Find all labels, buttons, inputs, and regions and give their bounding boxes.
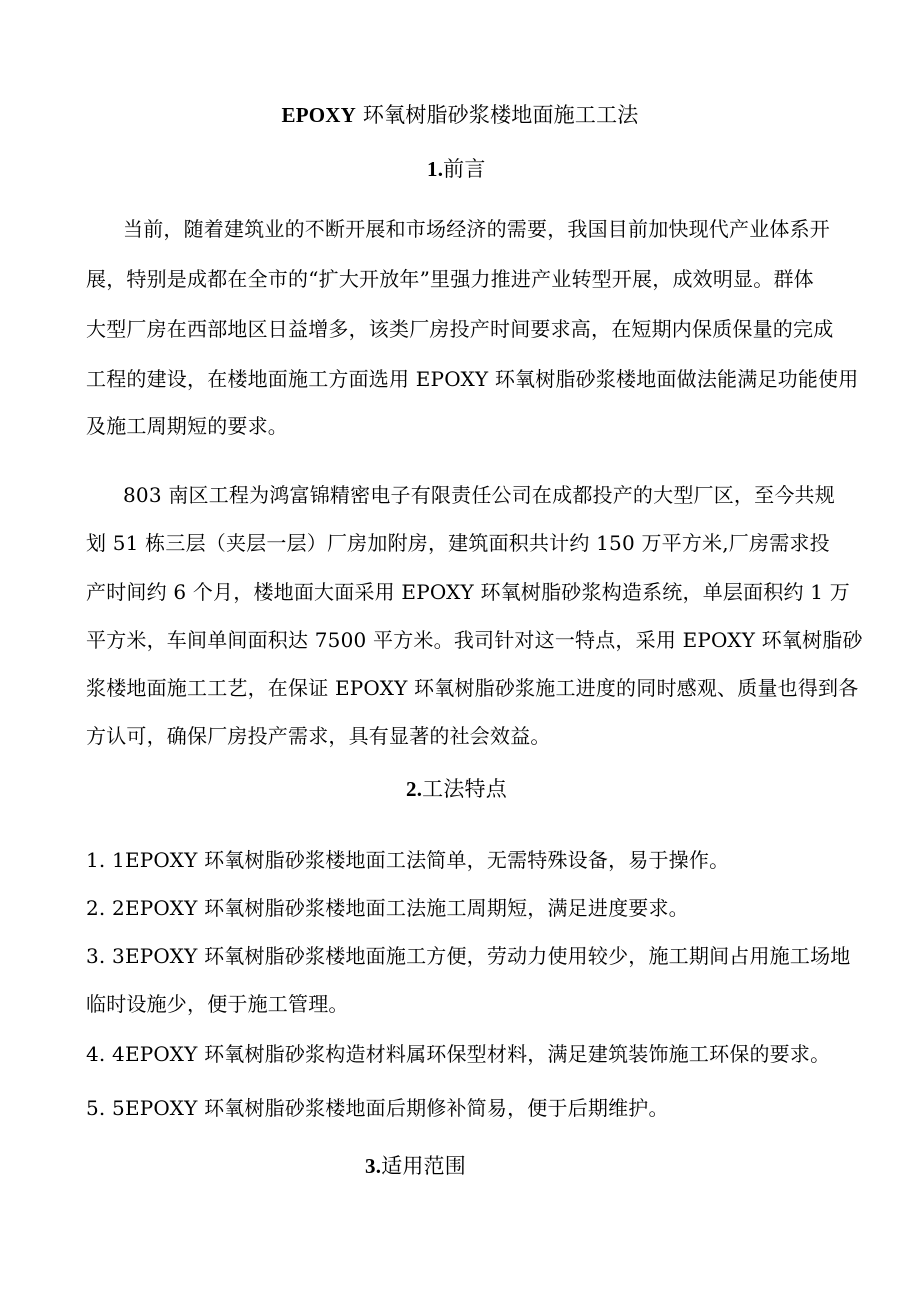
paragraph-line: 划 51 栋三层（夹层一层）厂房加附房，建筑面积共计约 150 万平方米,厂房需求投 (86, 531, 830, 555)
paragraph-line: 展，特别是成都在全市的“扩大开放年”里强力推进产业转型开展，成效明显。群体 (86, 267, 814, 291)
title-latin: EPOXY (281, 103, 356, 127)
list-item: 2. 2EPOXY 环氧树脂砂浆楼地面工法施工周期短，满足进度要求。 (86, 896, 689, 920)
paragraph-line: 浆楼地面施工工艺，在保证 EPOXY 环氧树脂砂浆施工进度的同时感观、质量也得到各 (86, 676, 859, 700)
paragraph-line: 大型厂房在西部地区日益增多，该类厂房投产时间要求高，在短期内保质保量的完成 (86, 317, 834, 341)
section-heading-1 (427, 155, 486, 183)
paragraph-line: 方认可，确保厂房投产需求，具有显著的社会效益。 (86, 724, 551, 748)
list-item: 1. 1EPOXY 环氧树脂砂浆楼地面工法简单，无需特殊设备，易于操作。 (86, 848, 730, 872)
list-item: 5. 5EPOXY 环氧树脂砂浆楼地面后期修补简易，便于后期维护。 (86, 1096, 669, 1120)
list-item-continuation: 临时设施少，便于施工管理。 (86, 992, 349, 1016)
paragraph-line: 平方米，车间单间面积达 7500 平方米。我司针对这一特点，采用 EPOXY 环氧树脂砂 (86, 628, 863, 652)
document-title (0, 101, 920, 129)
paragraph-line: 当前，随着建筑业的不断开展和市场经济的需要，我国目前加快现代产业体系开 (123, 217, 830, 241)
paragraph-line: 803 南区工程为鸿富锦精密电子有限责任公司在成都投产的大型厂区，至今共规 (123, 483, 835, 507)
paragraph-line: 及施工周期短的要求。 (86, 414, 288, 438)
paragraph-line: 工程的建设，在楼地面施工方面选用 EPOXY 环氧树脂砂浆楼地面做法能满足功能使用 (86, 367, 859, 391)
title-text: 环氧树脂砂浆楼地面施工工法 (356, 103, 639, 127)
section-number: 1. (427, 157, 444, 181)
list-item: 3. 3EPOXY 环氧树脂砂浆楼地面施工方便，劳动力使用较少，施工期间占用施工场地 (86, 944, 851, 968)
paragraph-line: 产时间约 6 个月，楼地面大面采用 EPOXY 环氧树脂砂浆构造系统，单层面积约 1 万 (86, 580, 850, 604)
section-number: 2. (406, 777, 423, 801)
section-heading-3 (365, 1152, 466, 1180)
list-item: 4. 4EPOXY 环氧树脂砂浆构造材料属环保型材料，满足建筑装饰施工环保的要求。 (86, 1042, 831, 1066)
section-title: 适用范围 (381, 1154, 466, 1178)
section-number: 3. (365, 1154, 382, 1178)
section-title: 工法特点 (422, 777, 507, 801)
section-heading-2 (406, 775, 507, 803)
section-title: 前言 (443, 157, 486, 181)
